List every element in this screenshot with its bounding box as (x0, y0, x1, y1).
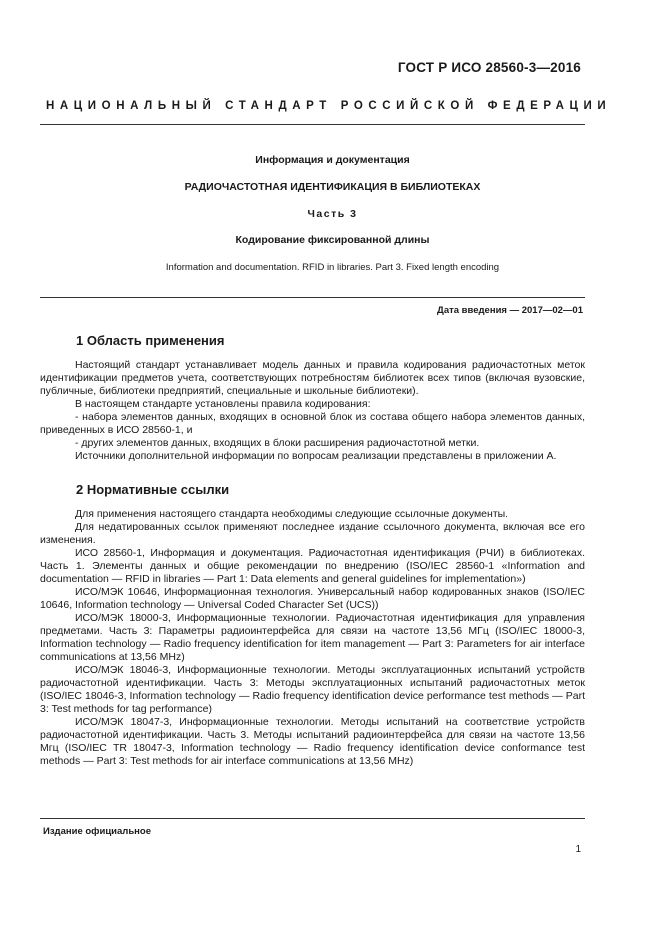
footer-divider (40, 818, 585, 819)
reference-entry: ИСО/МЭК 18000-3, Информационные технологии. Радиочастотная идентификация для управления предметами. Часть 3: Параметры радиоинтерфейса для связи на частоте 13,56 МГц (ISO/IEC 18000-3, Information technology — Radio frequency identification for item management — Part 3: Parameters for air interface communications at 13,56 MHz) (40, 612, 585, 663)
document-number: ГОСТ Р ИСО 28560-3—2016 (397, 60, 581, 75)
page-number: 1 (575, 844, 581, 855)
reference-entry: ИСО/МЭК 18047-3, Информационные технологии. Методы испытаний на соответствие устройств радиочастотной идентификации. Часть 3. Методы испытаний радиоинтерфейса для связи на частоте 13,56 Мгц (ISO/IEC TR 18047-3, Information technology — Radio frequency identification device conformance test methods — Part 3: Test methods for air interface communications at 13,56 MHz) (40, 716, 585, 767)
title-part: Часть 3 (307, 208, 358, 220)
reference-entry: ИСО 28560-1, Информация и документация. Радиочастотная идентификация (РЧИ) в библиотеках. Часть 1. Элементы данных и общие рекомендации по внедрению (ISO/IEC 28560-1 «Information and documentation — RFID in libraries — Part 1: Data elements and general guidelines for implementation») (40, 547, 585, 585)
paragraph: Для недатированных ссылок применяют последнее издание ссылочного документа, включая все его изменения. (40, 521, 585, 546)
title-english: Information and documentation. RFID in libraries. Part 3. Fixed length encoding (165, 262, 500, 273)
section-normative-references (40, 482, 585, 768)
section-scope (40, 333, 585, 463)
top-divider (40, 124, 585, 125)
title-divider (40, 297, 585, 298)
list-item: - набора элементов данных, входящих в основной блок из состава общего набора элементов данных, приведенных в ИСО 28560-1, и (40, 411, 585, 436)
national-standard-banner: НАЦИОНАЛЬНЫЙ СТАНДАРТ РОССИЙСКОЙ ФЕДЕРАЦИИ (46, 100, 612, 112)
paragraph: В настоящем стандарте установлены правила кодирования: (75, 398, 371, 410)
paragraph: Для применения настоящего стандарта необходимы следующие ссылочные документы. (75, 508, 509, 520)
reference-entry: ИСО/МЭК 18046-3, Информационные технологии. Методы эксплуатационных испытаний устройств радиочастотной идентификации. Часть 3: Методы эксплуатационных испытаний радиочастотных меток (ISO/IEC 18046-3, Information technology — Radio frequency identification device performance test methods — Part 3: Test methods for tag performance) (40, 664, 585, 715)
title-subtitle: Кодирование фиксированной длины (235, 234, 430, 246)
section-heading: 2 Нормативные ссылки (76, 482, 230, 497)
edition-label: Издание официальное (43, 826, 151, 837)
section-heading: 1 Область применения (76, 333, 225, 348)
reference-entry: ИСО/МЭК 10646, Информационная технология. Универсальный набор кодированных знаков (ISO/IEC 10646, Information technology — Universal Coded Character Set (UCS)) (40, 586, 585, 611)
title-main: РАДИОЧАСТОТНАЯ ИДЕНТИФИКАЦИЯ В БИБЛИОТЕКАХ (184, 181, 481, 193)
paragraph: Источники дополнительной информации по вопросам реализации представлены в приложении А. (75, 450, 557, 462)
paragraph: Настоящий стандарт устанавливает модель данных и правила кодирования радиочастотных меток идентификации предметов учета, соответствующих потребностям библиотек всех типов (включая вузовские, публичные, библиотеки предприятий, специальные и школьные библиотеки). (40, 359, 585, 397)
list-item: - других элементов данных, входящих в блоки расширения радиочастотной метки. (75, 437, 480, 449)
title-series: Информация и документация (255, 154, 410, 166)
introduction-date: Дата введения — 2017—02—01 (437, 305, 583, 316)
